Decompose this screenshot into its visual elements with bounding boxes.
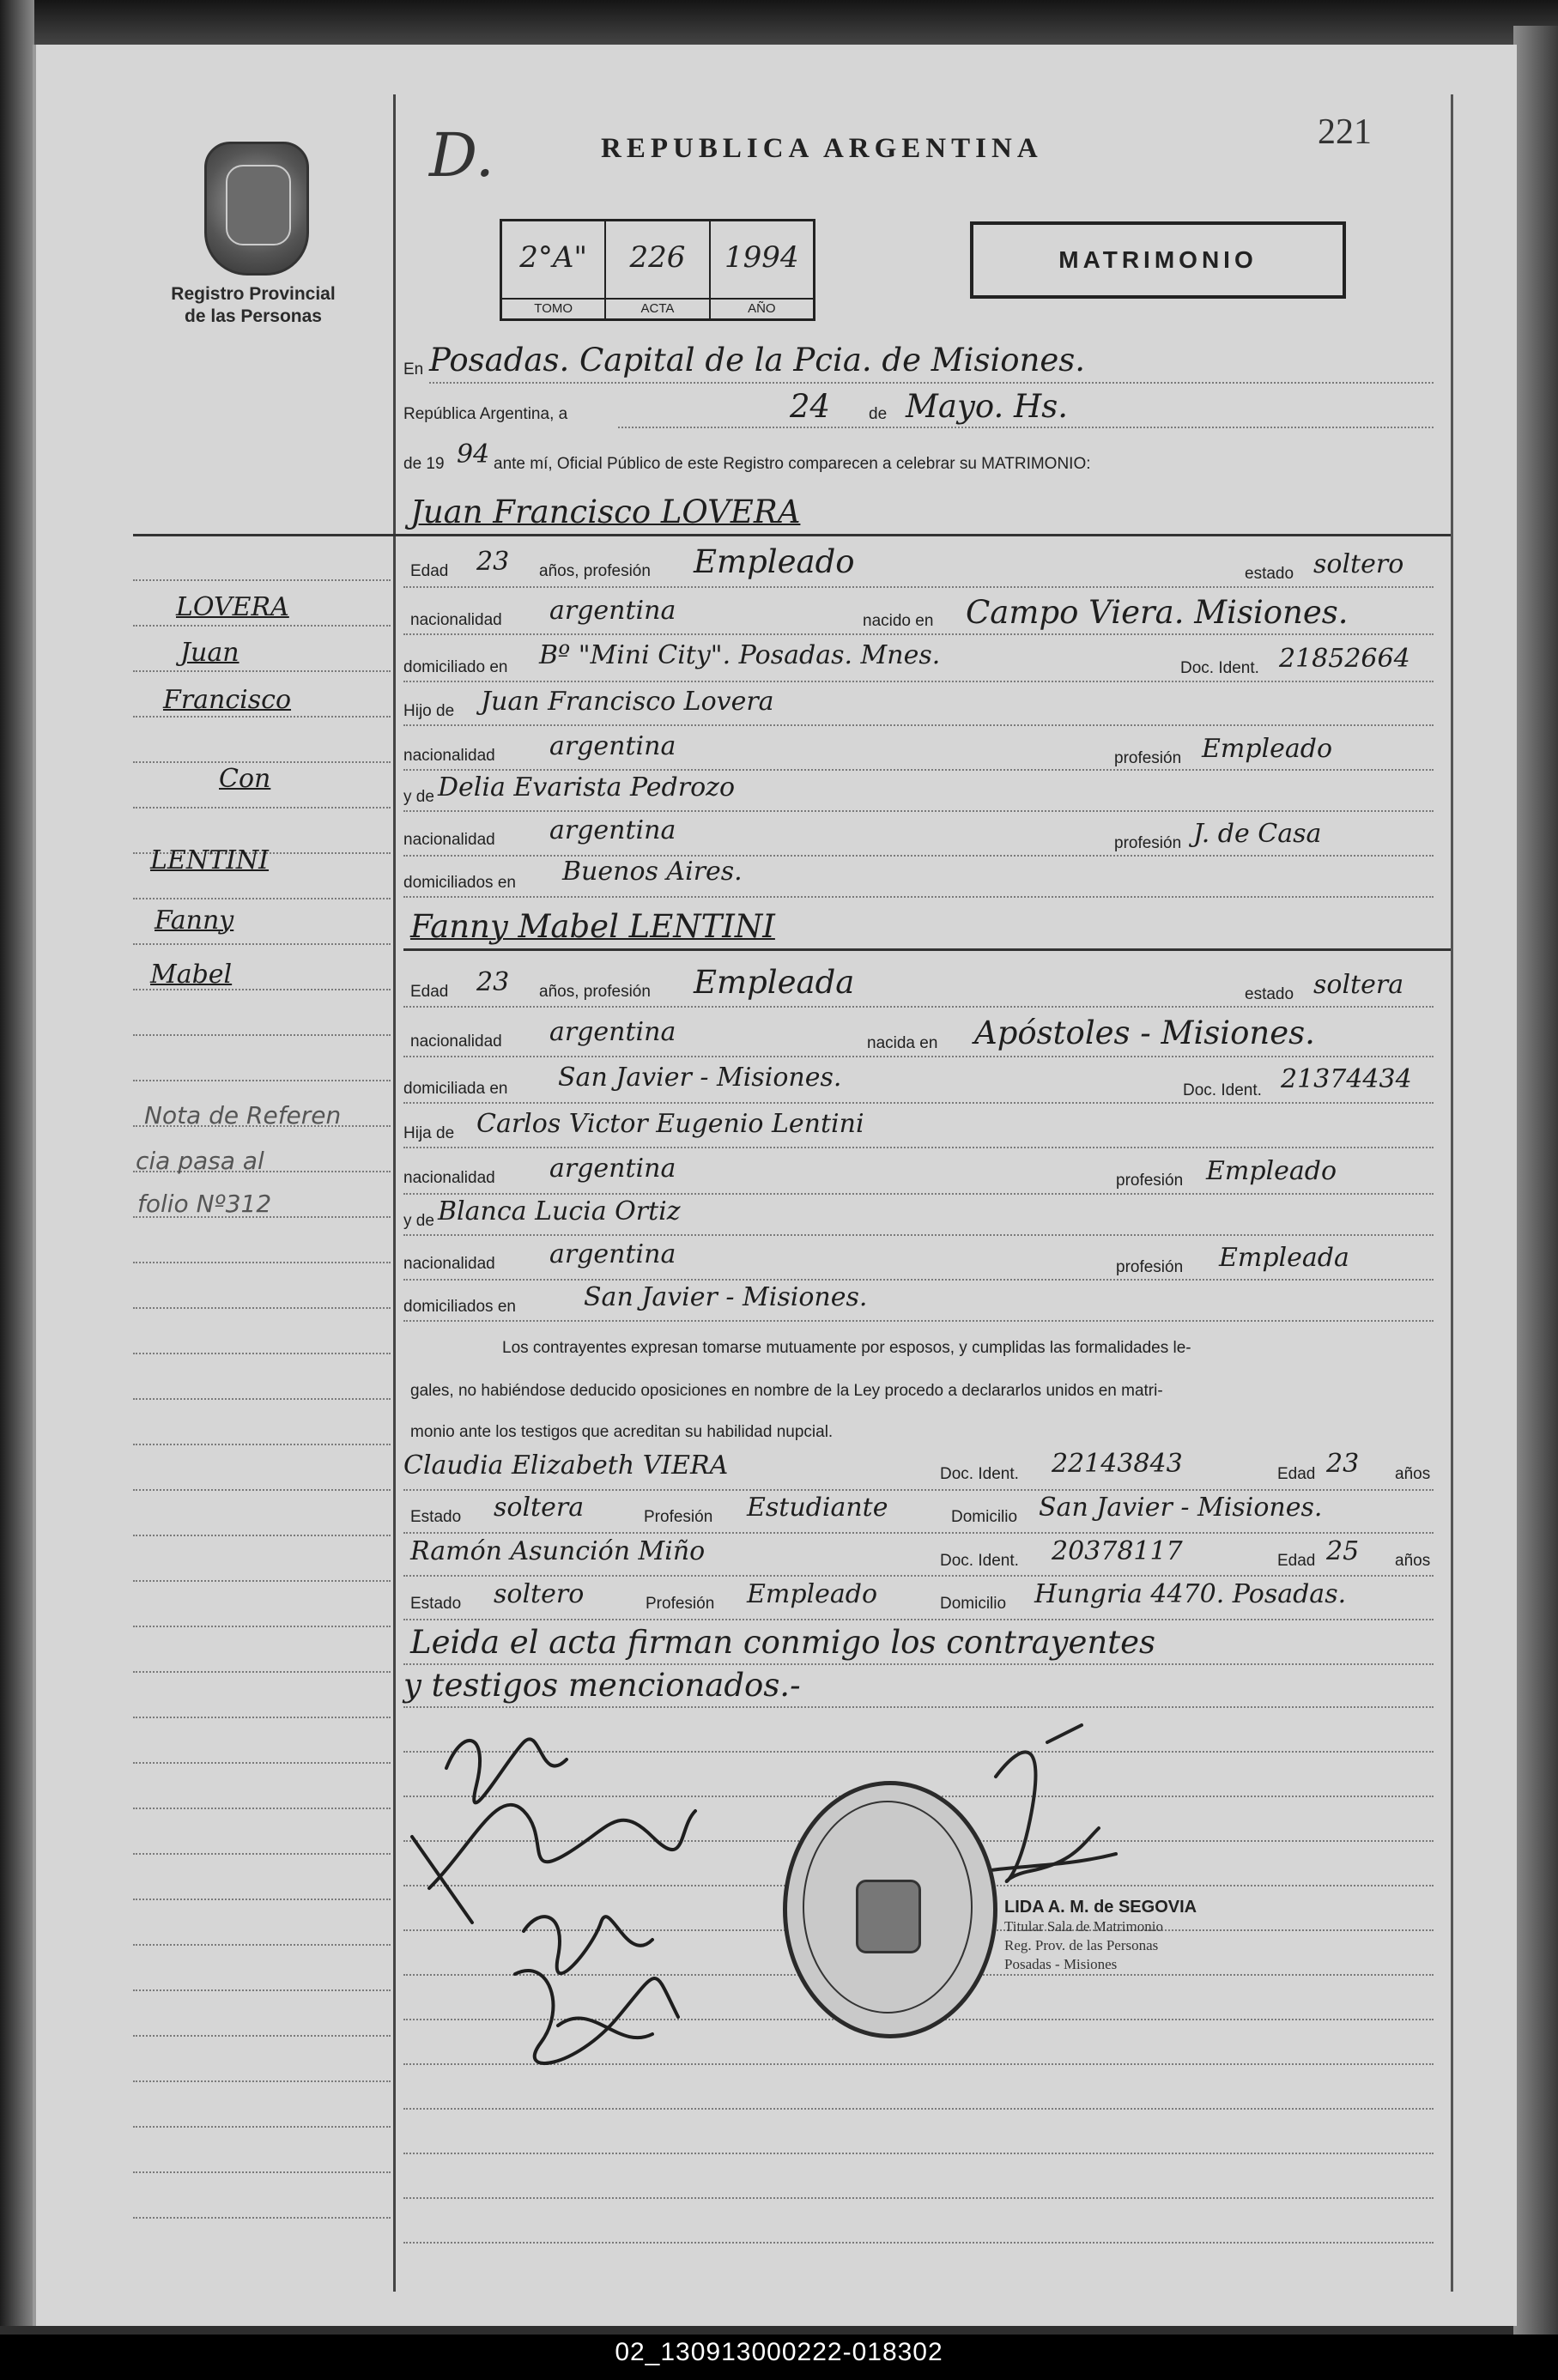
witness-2-profession: Empleado bbox=[747, 1579, 878, 1609]
groom-born-in: Campo Viera. Misiones. bbox=[966, 594, 1349, 631]
groom-age: 23 bbox=[476, 547, 510, 577]
witness-2-age: 25 bbox=[1326, 1536, 1360, 1566]
y-de-label: y de bbox=[403, 1212, 434, 1230]
witness-1-status: soltera bbox=[494, 1493, 585, 1523]
witness-2-domicile: Hungria 4470. Posadas. bbox=[1034, 1579, 1347, 1609]
official-city: Posadas - Misiones bbox=[1004, 1956, 1118, 1972]
profesion-label: profesión bbox=[1114, 749, 1182, 767]
groom-mother-profession: J. de Casa bbox=[1193, 819, 1322, 849]
witness-2-status: soltero bbox=[494, 1579, 585, 1609]
witness-1-domicile: San Javier - Misiones. bbox=[1039, 1493, 1323, 1523]
bride-mother-nationality: argentina bbox=[549, 1239, 676, 1269]
groom-father-profession: Empleado bbox=[1202, 734, 1333, 764]
nacionalidad-label: nacionalidad bbox=[403, 1169, 495, 1187]
witness-1-name: Claudia Elizabeth VIERA bbox=[403, 1450, 729, 1481]
estado-cap-label: Estado bbox=[410, 1595, 462, 1613]
bride-father: Carlos Victor Eugenio Lentini bbox=[476, 1109, 864, 1139]
witness-1-profession: Estudiante bbox=[747, 1493, 888, 1523]
republica-label: República Argentina, a bbox=[403, 405, 568, 423]
appear-text: ante mí, Oficial Público de este Registro comparecen a celebrar su MATRIMONIO: bbox=[494, 455, 1091, 473]
hija-de-label: Hija de bbox=[403, 1124, 455, 1142]
groom-status: soltero bbox=[1313, 549, 1404, 579]
declaration-line-3: monio ante los testigos que acreditan su habilidad nupcial. bbox=[410, 1423, 834, 1441]
margin-bride-name-1: Fanny bbox=[155, 905, 234, 936]
margin-groom-name-2: Francisco bbox=[163, 685, 292, 715]
day-value: 24 bbox=[790, 388, 831, 425]
margin-note-line-1: Nota de Referen bbox=[144, 1101, 342, 1129]
margin-bride-name-2: Mabel bbox=[150, 960, 233, 990]
provincial-seal-icon bbox=[204, 142, 309, 276]
edad-label: Edad bbox=[1277, 1552, 1316, 1570]
bride-father-profession: Empleado bbox=[1206, 1156, 1337, 1186]
book-left-edge bbox=[0, 0, 34, 2326]
organization-name: Registro Provincial de las Personas bbox=[171, 284, 336, 326]
witness-1-age: 23 bbox=[1326, 1449, 1360, 1479]
domicilio-label: Domicilio bbox=[951, 1508, 1018, 1526]
book-right-edge bbox=[1513, 26, 1558, 2335]
book-top-edge bbox=[34, 0, 1558, 45]
y-de-label: y de bbox=[403, 788, 434, 806]
domiciliado-en-label: domiciliado en bbox=[403, 658, 508, 676]
margin-con: Con bbox=[219, 764, 271, 794]
official-name: LIDA A. M. de SEGOVIA bbox=[1004, 1898, 1197, 1917]
official-office: Reg. Prov. de las Personas bbox=[1004, 1937, 1159, 1953]
nacionalidad-label: nacionalidad bbox=[410, 1033, 502, 1051]
bride-mother-profession: Empleada bbox=[1219, 1243, 1349, 1273]
margin-note-line-2: cia pasa al bbox=[136, 1147, 264, 1175]
bride-age: 23 bbox=[476, 967, 510, 997]
witness-2-doc: 20378117 bbox=[1052, 1536, 1183, 1566]
image-code: 02_130913000222-018302 bbox=[615, 2338, 943, 2366]
bride-mother: Blanca Lucia Ortiz bbox=[438, 1196, 681, 1226]
margin-note-line-3: folio Nº312 bbox=[137, 1190, 272, 1218]
acta-cell: 226 ACTA bbox=[606, 221, 710, 318]
bride-full-name: Fanny Mabel LENTINI bbox=[410, 908, 775, 945]
nacionalidad-label: nacionalidad bbox=[403, 747, 495, 765]
ano-cell: 1994 AÑO bbox=[711, 221, 813, 318]
margin-groom-surname: LOVERA bbox=[176, 592, 289, 622]
declaration-line-1: Los contrayentes expresan tomarse mutuamente por esposos, y cumplidas las formalidades le- bbox=[502, 1339, 1191, 1357]
profesion-label: profesión bbox=[1116, 1172, 1184, 1190]
groom-doc: 21852664 bbox=[1279, 644, 1410, 674]
year-suffix: 94 bbox=[457, 439, 490, 469]
doc-ident-label: Doc. Ident. bbox=[940, 1465, 1019, 1483]
estado-label: estado bbox=[1245, 985, 1294, 1003]
closing-line-1: Leida el acta firman conmigo los contrayentes bbox=[410, 1624, 1156, 1661]
closing-line-2: y testigos mencionados.- bbox=[403, 1667, 801, 1704]
official-round-stamp-icon bbox=[783, 1781, 997, 2038]
estado-label: estado bbox=[1245, 565, 1294, 583]
record-type-box: MATRIMONIO bbox=[970, 221, 1346, 299]
groom-domicile: Bº "Mini City". Posadas. Mnes. bbox=[539, 640, 941, 670]
edad-label: Edad bbox=[410, 562, 449, 580]
nacionalidad-label: nacionalidad bbox=[403, 831, 495, 849]
bride-doc: 21374434 bbox=[1281, 1064, 1412, 1094]
groom-mother-nationality: argentina bbox=[549, 815, 676, 845]
bride-domicile: San Javier - Misiones. bbox=[558, 1063, 842, 1093]
domiciliados-en-label: domiciliados en bbox=[403, 874, 516, 892]
page-number: 221 bbox=[1318, 112, 1372, 152]
declaration-line-2: gales, no habiéndose deducido oposiciones en nombre de la Ley procedo a declararlos unidos en matri- bbox=[410, 1382, 1163, 1400]
country-title: REPUBLICA ARGENTINA bbox=[601, 133, 1043, 164]
anos-label: años bbox=[1395, 1465, 1431, 1483]
witness-2-name: Ramón Asunción Miño bbox=[410, 1536, 706, 1566]
groom-profession: Empleado bbox=[694, 543, 855, 580]
doc-ident-label: Doc. Ident. bbox=[1180, 659, 1259, 677]
doc-ident-label: Doc. Ident. bbox=[940, 1552, 1019, 1570]
margin-groom-name-1: Juan bbox=[180, 638, 239, 668]
domiciliados-en-label: domiciliados en bbox=[403, 1298, 516, 1316]
nacida-en-label: nacida en bbox=[867, 1034, 938, 1052]
bride-parents-domicile: San Javier - Misiones. bbox=[584, 1282, 868, 1312]
groom-parents-domicile: Buenos Aires. bbox=[562, 857, 743, 887]
de-label: de bbox=[869, 405, 888, 423]
year-prefix: de 19 bbox=[403, 455, 445, 473]
profesion-label: profesión bbox=[1116, 1258, 1184, 1276]
anos-profesion-label: años, profesión bbox=[539, 983, 651, 1001]
profesion-cap-label: Profesión bbox=[646, 1595, 715, 1613]
registry-box bbox=[500, 219, 815, 321]
en-label: En bbox=[403, 360, 424, 378]
groom-mother: Delia Evarista Pedrozo bbox=[438, 772, 736, 802]
official-signature-block bbox=[1004, 1897, 1197, 1974]
tomo-cell: 2°A" TOMO bbox=[502, 221, 606, 318]
bride-status: soltera bbox=[1313, 970, 1404, 1000]
domiciliada-en-label: domiciliada en bbox=[403, 1080, 508, 1098]
estado-cap-label: Estado bbox=[410, 1508, 462, 1526]
domicilio-label: Domicilio bbox=[940, 1595, 1007, 1613]
nacionalidad-label: nacionalidad bbox=[410, 611, 502, 629]
anos-profesion-label: años, profesión bbox=[539, 562, 651, 580]
profesion-cap-label: Profesión bbox=[644, 1508, 713, 1526]
groom-nationality: argentina bbox=[549, 596, 676, 626]
groom-father-nationality: argentina bbox=[549, 731, 676, 761]
hijo-de-label: Hijo de bbox=[403, 702, 455, 720]
anos-label: años bbox=[1395, 1552, 1431, 1570]
witness-1-doc: 22143843 bbox=[1052, 1449, 1183, 1479]
official-title: Titular Sala de Matrimonio bbox=[1004, 1918, 1163, 1935]
margin-bride-surname: LENTINI bbox=[150, 845, 270, 875]
nacionalidad-label: nacionalidad bbox=[403, 1255, 495, 1273]
profesion-label: profesión bbox=[1114, 834, 1182, 852]
groom-father: Juan Francisco Lovera bbox=[481, 687, 774, 717]
bride-nationality: argentina bbox=[549, 1017, 676, 1047]
month-value: Mayo. Hs. bbox=[906, 388, 1069, 425]
bride-father-nationality: argentina bbox=[549, 1154, 676, 1184]
right-margin-line bbox=[1451, 94, 1453, 2292]
margin-mark: D. bbox=[429, 120, 494, 191]
doc-ident-label: Doc. Ident. bbox=[1183, 1081, 1262, 1099]
place-value: Posadas. Capital de la Pcia. de Misiones. bbox=[429, 342, 1086, 378]
edad-label: Edad bbox=[1277, 1465, 1316, 1483]
groom-full-name: Juan Francisco LOVERA bbox=[410, 494, 801, 530]
edad-label: Edad bbox=[410, 983, 449, 1001]
nacido-en-label: nacido en bbox=[863, 612, 934, 630]
bride-profession: Empleada bbox=[694, 964, 855, 1001]
bride-born-in: Apóstoles - Misiones. bbox=[974, 1014, 1315, 1051]
